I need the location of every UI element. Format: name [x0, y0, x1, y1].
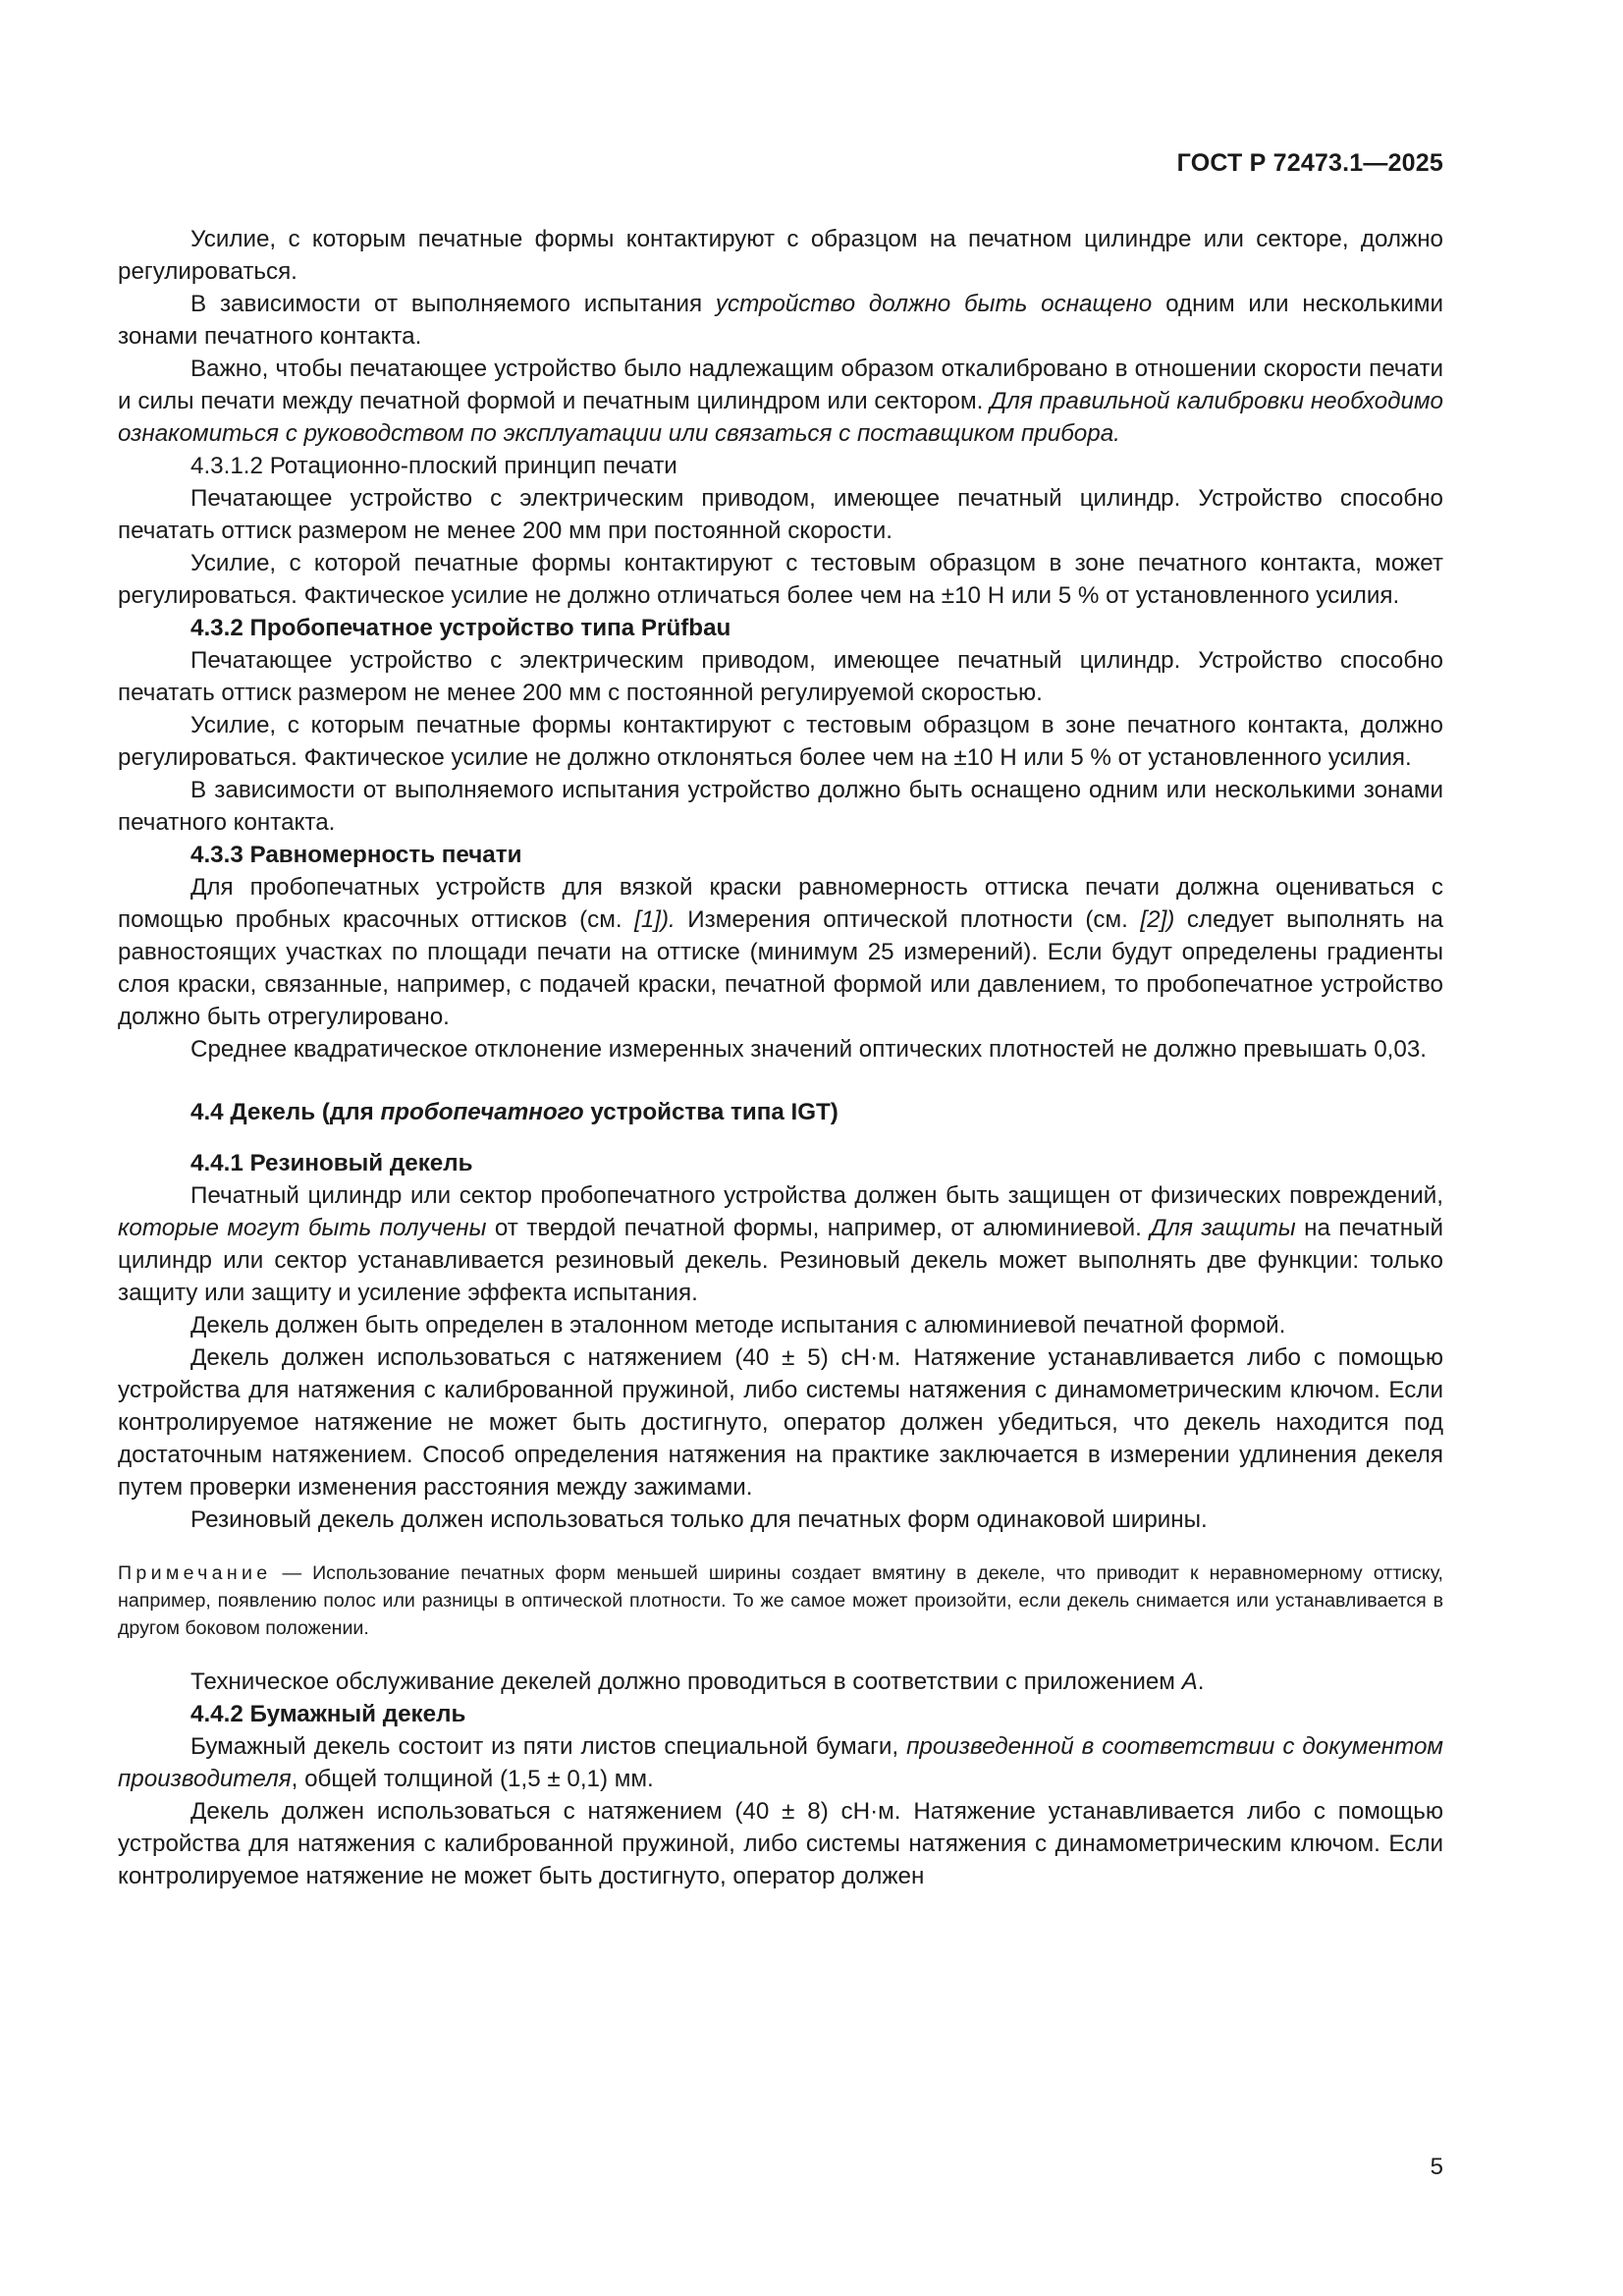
paragraph: Бумажный декель состоит из пяти листов специальной бумаги, произведенной в соответствии с документом производителя, общей толщиной (1,5 ± 0,1) мм. — [118, 1733, 1443, 1792]
subsection-title: 4.3.1.2 Ротационно-плоский принцип печати — [190, 453, 677, 479]
section-heading: 4.3.3 Равномерность печати — [190, 842, 522, 868]
paragraph: Усилие, с которой печатные формы контактируют с тестовым образцом в зоне печатного контакта, может регулироваться. Фактическое усилие не должно отличаться более чем на ±10 Н или 5 % от установленного усилия. — [118, 550, 1443, 609]
paragraph: Декель должен использоваться с натяжением (40 ± 8) сН·м. Натяжение устанавливается либо с помощью устройства для натяжения с калиброванной пружиной, либо системы натяжения с динамометрическим ключом. Если контролируемое натяжение не может быть достигнуто, оператор должен — [118, 1798, 1443, 1889]
reference-link: [2]) — [1140, 906, 1175, 933]
section-heading: 4.3.2 Пробопечатное устройство типа Prüfbau — [190, 615, 731, 641]
paragraph: Резиновый декель должен использоваться только для печатных форм одинаковой ширины. — [190, 1506, 1208, 1533]
paragraph: Печатающее устройство с электрическим приводом, имеющее печатный цилиндр. Устройство способно печатать оттиск размером не менее 200 мм с постоянной регулируемой скоростью. — [118, 647, 1443, 706]
section-heading: 4.4 Декель (для пробопечатного устройства типа IGT) — [190, 1099, 839, 1125]
paragraph: Усилие, с которым печатные формы контактируют с тестовым образцом в зоне печатного контакта, должно регулироваться. Фактическое усилие не должно отклоняться более чем на ±10 Н или 5 % от установленного усилия. — [118, 712, 1443, 771]
note — [118, 1559, 1443, 1642]
reference-link: [1]). — [634, 906, 676, 933]
paragraph: Среднее квадратическое отклонение измеренных значений оптических плотностей не должно превышать 0,03. — [190, 1036, 1428, 1063]
paragraph: Декель должен использоваться с натяжением (40 ± 5) сН·м. Натяжение устанавливается либо с помощью устройства для натяжения с калиброванной пружиной, либо системы натяжения с динамометрическим ключом. Если контролируемое натяжение не может быть достигнуто, оператор должен убедиться, что декель находится под достаточным натяжением. Способ определения натяжения на практике заключается в измерении удлинения декеля путем проверки изменения расстояния между зажимами. — [118, 1344, 1443, 1501]
paragraph: Печатающее устройство с электрическим приводом, имеющее печатный цилиндр. Устройство способно печатать оттиск размером не менее 200 мм при постоянной скорости. — [118, 485, 1443, 544]
page-number: 5 — [1430, 2154, 1443, 2180]
paragraph: Техническое обслуживание декелей должно проводиться в соответствии с приложением А. — [190, 1668, 1205, 1695]
document-body — [118, 223, 1443, 1892]
standard-code: ГОСТ Р 72473.1—2025 — [1176, 149, 1443, 177]
note-label: Примечание — [118, 1562, 272, 1584]
section-heading: 4.4.1 Резиновый декель — [190, 1150, 473, 1176]
note-text: — Использование печатных форм меньшей ширины создает вмятину в декеле, что приводит к неравномерному оттиску, например, появлению полос или разницы в оптической плотности. То же самое может произойти, если декель снимается или устанавливается в другом боковом положении. — [118, 1562, 1443, 1639]
section-heading: 4.4.2 Бумажный декель — [190, 1701, 466, 1727]
paragraph: Для пробопечатных устройств для вязкой краски равномерность оттиска печати должна оцениваться с помощью пробных красочных оттисков (см. [1]). Измерения оптической плотности (см. [2]) следует выполнять на равностоящих участках по площади печати на оттиске (минимум 25 измерений). Если будут определены градиенты слоя краски, связанные, например, с подачей краски, печатной формой или давлением, то пробопечатное устройство должно быть отрегулировано. — [118, 874, 1444, 1030]
paragraph: Печатный цилиндр или сектор пробопечатного устройства должен быть защищен от физических повреждений, которые могут быть получены от твердой печатной формы, например, от алюминиевой. Для защиты на печатный цилиндр или сектор устанавливается резиновый декель. Резиновый декель может выполнять две функции: только защиту или защиту и усиление эффекта испытания. — [118, 1182, 1443, 1306]
paragraph: Важно, чтобы печатающее устройство было надлежащим образом откалибровано в отношении скорости печати и силы печати между печатной формой и печатным цилиндром или сектором. Для правильной калибровки необходимо ознакомиться с руководством по эксплуатации или связаться с поставщиком прибора. — [118, 355, 1443, 447]
paragraph: Усилие, с которым печатные формы контактируют с образцом на печатном цилиндре или секторе, должно регулироваться. — [118, 226, 1443, 285]
paragraph: В зависимости от выполняемого испытания устройство должно быть оснащено одним или несколькими зонами печатного контакта. — [118, 777, 1443, 836]
paragraph: В зависимости от выполняемого испытания устройство должно быть оснащено одним или несколькими зонами печатного контакта. — [118, 291, 1443, 350]
paragraph: Декель должен быть определен в эталонном методе испытания с алюминиевой печатной формой. — [190, 1312, 1286, 1339]
